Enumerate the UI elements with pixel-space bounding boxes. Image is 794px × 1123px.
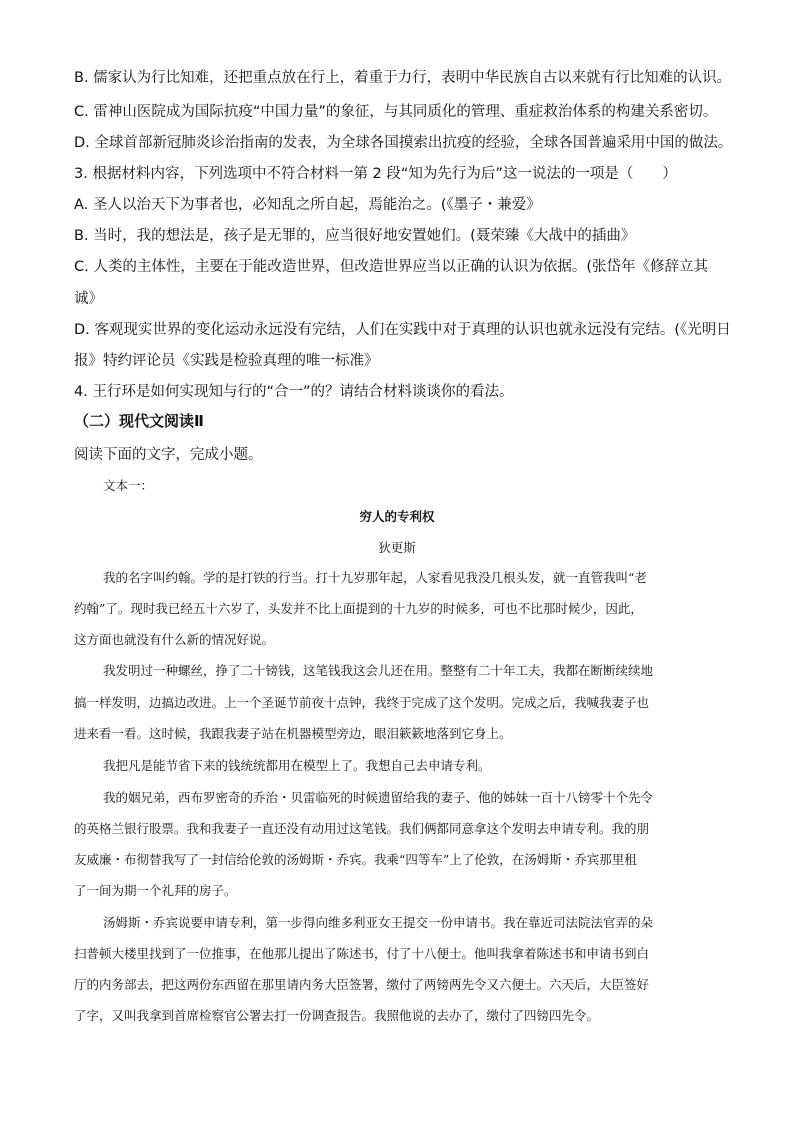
passage-line: 厅的内务部去，把这两份东西留在那里请内务大臣签署，缴付了两镑两先令又六便士。六天后，大臣签好 xyxy=(74,977,650,992)
question-3-stem: 3. 根据材料内容，下列选项中不符合材料一第 2 段“知为先行为后”这一说法的一项是（ ） xyxy=(74,166,677,182)
question-3-option-a: A. 圣人以治天下为事者也，必知乱之所自起，焉能治之。(《墨子・兼爱》 xyxy=(74,197,541,213)
passage-line: 搞一样发明，边搞边改进。上一个圣诞节前夜十点钟，我终于完成了这个发明。完成之后，我喊我妻子也 xyxy=(74,695,650,710)
passage-line: 我把凡是能节省下来的钱统统都用在模型上了。我想自己去申请专利。 xyxy=(103,758,491,773)
passage-author: 狄更斯 xyxy=(378,540,416,555)
passage-line: 我的名字叫约翰。学的是打铁的行当。打十九岁那年起，人家看见我没几根头发，就一直管我叫“老 xyxy=(103,570,647,585)
option-b: B. 儒家认为行比知难，还把重点放在行上，着重于力行，表明中华民族自古以来就有行比知难的认识。 xyxy=(74,70,732,86)
question-3-option-c-continued: 诚》 xyxy=(74,291,103,307)
reading-instruction: 阅读下面的文字，完成小题。 xyxy=(74,447,263,463)
passage-line: 友威廉・布彻替我写了一封信给伦敦的汤姆斯・乔宾。我乘“四等车”上了伦敦，在汤姆斯・乔宾那里租 xyxy=(74,852,637,867)
section-heading: （二）现代文阅读Ⅱ xyxy=(74,412,204,430)
passage-line: 我的姻兄弟，西布罗密奇的乔治・贝雷临死的时候遗留给我的妻子、他的姊妹一百十八镑零十个先令 xyxy=(103,790,654,805)
passage-line: 了字，又叫我拿到首席检察官公署去打一份调查报告。我照他说的去办了，缴付了四镑四先令。 xyxy=(74,1008,600,1023)
passage-line: 约翰”了。现时我已经五十六岁了，头发并不比上面提到的十九岁的时候多，可也不比那时候少，因此， xyxy=(74,601,643,616)
passage-line: 我发明过一种螺丝，挣了二十镑钱，这笔钱我这会儿还在用。整整有二十年工夫，我都在断断续续地 xyxy=(103,663,654,678)
option-d: D. 全球首部新冠肺炎诊治指南的发表，为全球各国摸索出抗疫的经验，全球各国普遍采用中国的做法。 xyxy=(74,135,733,151)
question-3-option-b: B. 当时，我的想法是，孩子是无罪的，应当很好地安置她们。(聂荣臻《大战中的插曲》 xyxy=(74,228,636,244)
passage-line: 了一间为期一个礼拜的房子。 xyxy=(74,883,237,898)
question-3-option-c: C. 人类的主体性，主要在于能改造世界，但改造世界应当以正确的认识为依据。(张岱年《修辞立其 xyxy=(74,259,708,275)
question-3-option-d: D. 客观现实世界的变化运动永远没有完结，人们在实践中对于真理的认识也就永远没有完结。(《光明日 xyxy=(74,322,731,338)
question-4: 4. 王行环是如何实现知与行的“合一”的？请结合材料谈谈你的看法。 xyxy=(74,384,514,400)
question-3-option-d-continued: 报》特约评论员《实践是检验真理的唯一标准》 xyxy=(74,353,379,369)
passage-line: 扫普顿大楼里找到了一位推事，在他那儿提出了陈述书，付了十八便士。他叫我拿着陈述书和申请书到白 xyxy=(74,946,650,961)
option-c: C. 雷神山医院成为国际抗疫“中国力量”的象征，与其同质化的管理、重症救治体系的构建关系密切。 xyxy=(74,104,718,120)
passage-title: 穷人的专利权 xyxy=(359,509,435,524)
passage-line: 这方面也就没有什么新的情况好说。 xyxy=(74,632,275,647)
passage-line: 进来看一看。这时候，我跟我妻子站在机器模型旁边，眼泪簌簌地落到它身上。 xyxy=(74,726,512,741)
passage-line: 的英格兰银行股票。我和我妻子一直还没有动用过这笔钱。我们俩都同意拿这个发明去申请专利。我的朋 xyxy=(74,821,650,836)
passage-line: 汤姆斯・乔宾说要申请专利，第一步得向维多利亚女王提交一份申请书。我在靠近司法院法官弄的朵 xyxy=(103,915,654,930)
text-label: 文本一： xyxy=(103,478,154,493)
